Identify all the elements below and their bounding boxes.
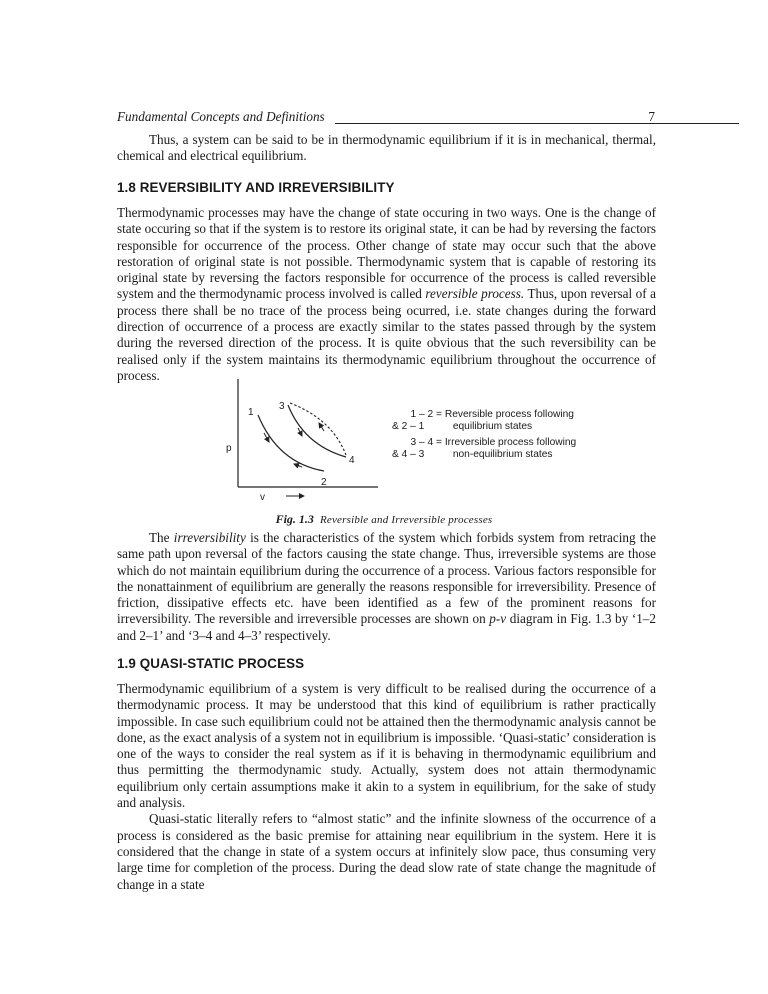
section-1-8-paragraph-2: The irreversibility is the characteristics of the system which forbids system from retracing the same path upon reversal of the factors causing the state change. Thus, irreversible systems are those which do not maintain equilibrium during the occurrence of a process. Various factors responsible for the nonattainment of equilibrium are generally the reasons responsible for irreversibility. Presence of friction, dissipative effects etc. have been identified as a few of the prominent reasons for irreversibility. The reversible and irreversible processes are shown on p-v diagram in Fig. 1.3 by ‘1–2 and 2–1’ and ‘3–4 and 4–3’ respectively. xyxy=(117,530,656,643)
point-label-4: 4 xyxy=(349,455,355,466)
section-1-8-paragraph-1: Thermodynamic processes may have the change of state occuring in two ways. One is the change of state occuring so that if the system is to restore its original state, it can be had by reversing the factors responsible for occurrence of the process. Other change of state may occur such that the above restoration of original state is not possible. Thermodynamic system that is capable of restoring its original state by reversing the factors responsible for occurrence of the process is called reversible system and the thermodynamic process involved is called reversible process. Thus, upon reversal of a process there shall be no trace of the process being ocurred, i.e. state changes during the forward direction of occurrence of a process are exactly similar to the states passed through by the system during the reversed direction of the process. It is quite obvious that the such reversibility can be realised only if the system maintains its thermodynamic equilibrium throughout the occurrence of process. xyxy=(117,205,656,383)
pv-diagram-plot xyxy=(220,375,390,503)
point-label-1: 1 xyxy=(248,407,254,418)
running-head-title: Fundamental Concepts and Definitions xyxy=(117,109,325,124)
legend-reversible: 1 – 2 = Reversible process following & 2 – 1 equilibrium states xyxy=(392,409,574,432)
page-number: 7 xyxy=(648,109,655,124)
curve-2-1 xyxy=(260,417,324,471)
axis-label-v: v xyxy=(260,492,265,503)
section-heading-1-9: 1.9 QUASI-STATIC PROCESS xyxy=(117,656,305,671)
arrow-2-1 xyxy=(294,464,302,467)
curve-3-4 xyxy=(288,405,346,457)
point-label-3: 3 xyxy=(279,401,285,412)
pv-diagram xyxy=(220,375,580,505)
point-label-2: 2 xyxy=(321,477,327,488)
arrow-4-3 xyxy=(319,423,324,431)
figure-number: Fig. 1.3 xyxy=(275,512,314,526)
curve-1-2 xyxy=(258,415,324,471)
axis-label-p: p xyxy=(226,443,232,454)
section-1-9-paragraph-2: Quasi-static literally refers to “almost static” and the infinite slowness of the occurrence of a process is considered as the basic premise for attaining near equilibrium in the system. Here it is considered that the change in state of a system occurs at infinitely slow pace, thus consuming very large time for completion of the process. During the dead slow rate of state change the magnitude of change in a state xyxy=(117,811,656,892)
running-head-rule xyxy=(335,123,739,124)
figure-caption-text: Reversible and Irreversible processes xyxy=(319,514,493,526)
section-heading-1-8: 1.8 REVERSIBILITY AND IRREVERSIBILITY xyxy=(117,180,395,195)
running-head xyxy=(117,109,657,129)
section-1-9-paragraphs xyxy=(117,681,656,893)
legend-irreversible: 3 – 4 = Irreversible process following & 4 – 3 non-equilibrium states xyxy=(392,437,577,460)
intro-paragraph: Thus, a system can be said to be in thermodynamic equilibrium if it is in mechanical, thermal, chemical and electrical equilibrium. xyxy=(117,132,656,164)
figure-caption xyxy=(0,512,768,527)
section-1-9-paragraph-1: Thermodynamic equilibrium of a system is very difficult to be realised during the occurrence of a thermodynamic process. It may be understood that this kind of equilibrium is rather practically impossible. In case such equilibrium could not be attained then the thermodynamic analysis cannot be done, as the exact analysis of a system not in equilibrium is impossible. ‘Quasi-static’ consideration is one of the ways to consider the real system as if it is behaving in thermodynamic equilibrium and thus permitting the thermodynamic study. Actually, system does not attain thermodynamic equilibrium only certain assumptions make it akin to a system in equilibrium, for the sake of study and analysis. xyxy=(117,681,656,811)
